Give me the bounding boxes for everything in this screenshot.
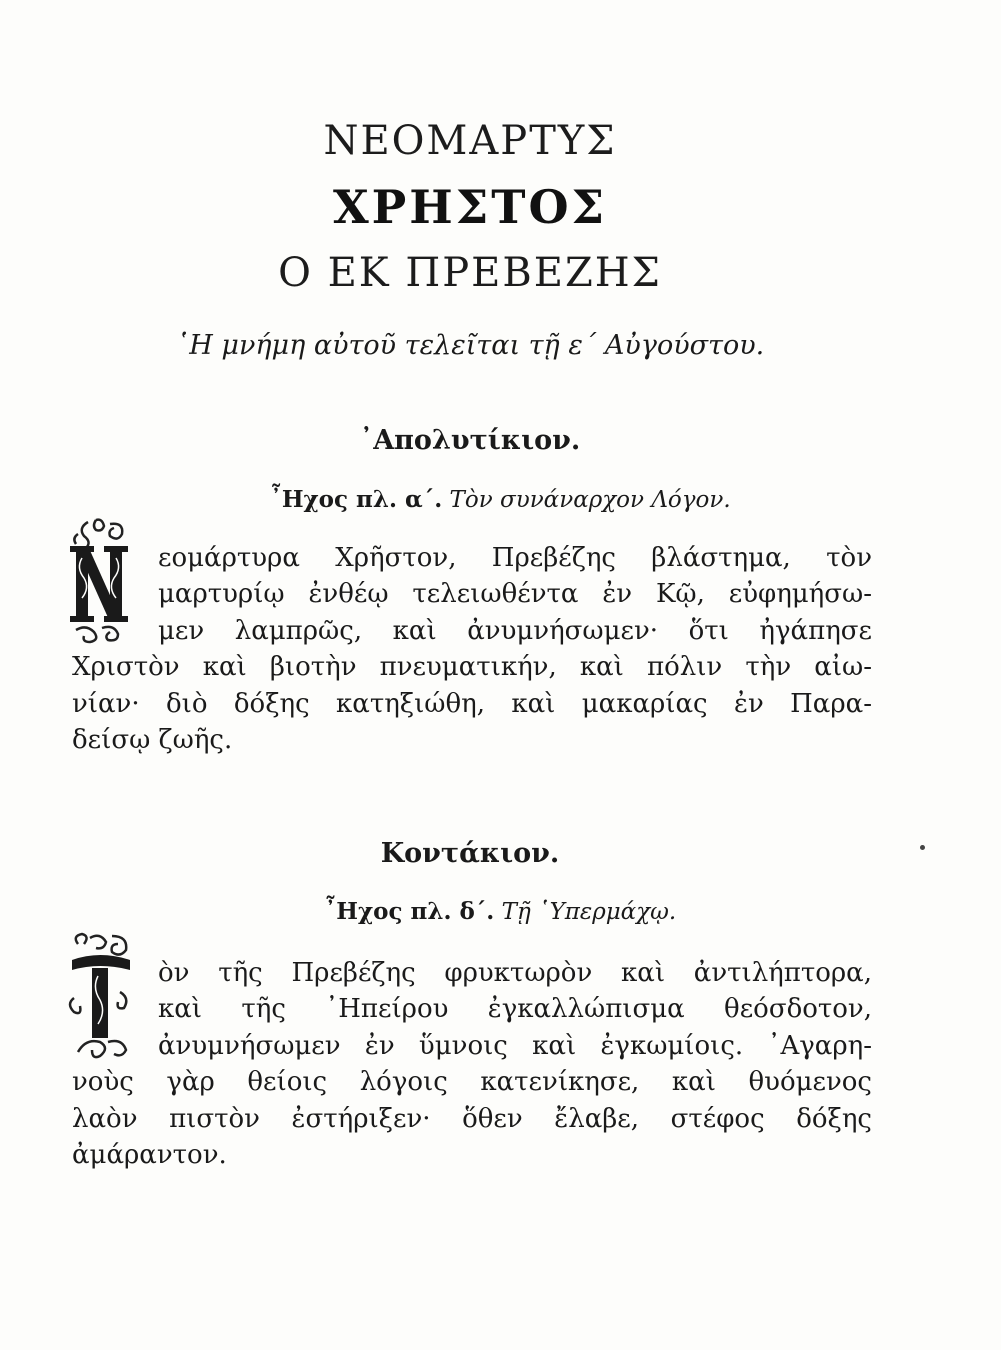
apolytikion-tone-melody: Τὸν συνάναρχον Λόγον. xyxy=(449,487,731,513)
apolytikion-line: μαρτυρίῳ ἐνθέῳ τελειωθέντα ἐν Κῷ, εὐφημήσω- xyxy=(158,579,872,610)
scan-speck xyxy=(920,845,925,850)
apolytikion-line: Χριστὸν καὶ βιοτὴν πνευματικήν, καὶ πόλιν τὴν αἰω- xyxy=(72,652,872,683)
kontakion-tone-melody: Τῇ ῾Υπερμάχῳ. xyxy=(501,899,677,925)
kontakion-line: καὶ τῆς ᾿Ηπείρου ἐγκαλλώπισμα θεόσδοτον, xyxy=(158,994,872,1025)
apolytikion-title: ᾿Απολυτίκιον. xyxy=(359,425,581,456)
title-origin: Ο ΕΚ ΠΡΕΒΕΖΗΣ xyxy=(278,250,662,296)
kontakion-text xyxy=(72,955,872,1173)
kontakion-line: λαὸν πιστὸν ἐστήριξεν· ὅθεν ἔλαβε, στέφος δόξης xyxy=(72,1103,872,1134)
title-neomartys: ΝΕΟΜΑΡΤΥΣ xyxy=(323,118,617,164)
kontakion-line: νοὺς γὰρ θείοις λόγοις κατενίκησε, καὶ θυόμενος xyxy=(72,1067,872,1098)
apolytikion-line: δείσῳ ζωῆς. xyxy=(72,725,233,756)
apolytikion-line: μεν λαμπρῶς, καὶ ἀνυμνήσωμεν· ὅτι ἠγάπησε xyxy=(158,615,872,646)
apolytikion-line: νίαν· διὸ δόξης κατηξιώθη, καὶ μακαρίας ἐν Παρα- xyxy=(72,688,872,719)
apolytikion-tone xyxy=(0,486,1001,513)
apolytikion-tone-label: ῏Ηχος πλ. α´. xyxy=(270,486,443,513)
kontakion-title: Κοντάκιον. xyxy=(380,838,560,869)
kontakion-tone-label: ῏Ηχος πλ. δ´. xyxy=(324,898,495,925)
memory-date-line: ῾Η μνήμη αὐτοῦ τελεῖται τῇ ε´ Αὐγούστου. xyxy=(175,330,765,361)
title-name: ΧΡΗΣΤΟΣ xyxy=(332,180,608,234)
kontakion-line: ἀνυμνήσωμεν ἐν ὕμνοις καὶ ἐγκωμίοις. ᾿Αγαρη- xyxy=(158,1030,872,1061)
kontakion-line: ἀμάραντον. xyxy=(72,1140,227,1171)
apolytikion-line: εομάρτυρα Χρῆστον, Πρεβέζης βλάστημα, τὸν xyxy=(158,543,872,573)
apolytikion-text xyxy=(72,540,872,758)
kontakion-tone xyxy=(0,898,1001,925)
kontakion-line: ὸν τῆς Πρεβέζης φρυκτωρὸν καὶ ἀντιλήπτορα, xyxy=(158,958,872,988)
